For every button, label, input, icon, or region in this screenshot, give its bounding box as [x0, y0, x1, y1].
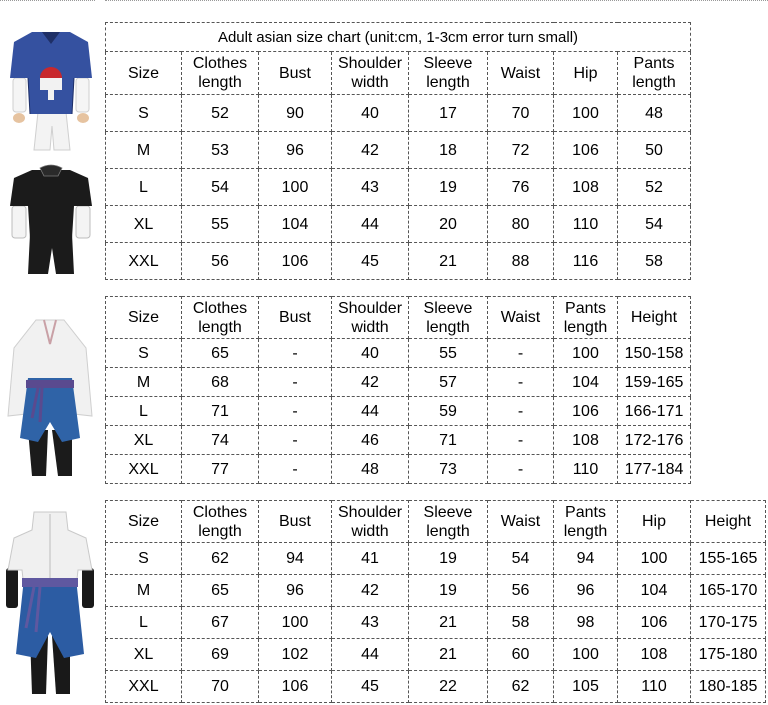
- table-row: [106, 169, 691, 206]
- size-cell: M: [106, 132, 182, 169]
- col-header-hip: Hip: [554, 52, 618, 95]
- value-cell: 56: [488, 575, 554, 607]
- value-cell: 96: [259, 132, 332, 169]
- value-cell: 42: [332, 575, 409, 607]
- value-cell: 41: [332, 543, 409, 575]
- value-cell: 55: [182, 206, 259, 243]
- size-cell: XL: [106, 206, 182, 243]
- value-cell: 60: [488, 639, 554, 671]
- value-cell: 45: [332, 671, 409, 703]
- table-row: [106, 132, 691, 169]
- size-cell: XL: [106, 639, 182, 671]
- value-cell: 104: [259, 206, 332, 243]
- value-cell: 69: [182, 639, 259, 671]
- size-cell: L: [106, 397, 182, 426]
- col-header-pants-length: Pants length: [554, 501, 618, 543]
- value-cell: -: [259, 368, 332, 397]
- value-cell: 104: [554, 368, 618, 397]
- value-cell: -: [488, 397, 554, 426]
- value-cell: 70: [488, 95, 554, 132]
- value-cell: 42: [332, 132, 409, 169]
- value-cell: 62: [488, 671, 554, 703]
- value-cell: 62: [182, 543, 259, 575]
- value-cell: 98: [554, 607, 618, 639]
- value-cell: 73: [409, 455, 488, 484]
- size-cell: XXL: [106, 671, 182, 703]
- size-chart-title: Adult asian size chart (unit:cm, 1-3cm error turn small): [106, 23, 691, 52]
- value-cell: 177-184: [618, 455, 691, 484]
- col-header-height: Height: [691, 501, 766, 543]
- value-cell: 77: [182, 455, 259, 484]
- value-cell: 54: [618, 206, 691, 243]
- value-cell: 76: [488, 169, 554, 206]
- table-row: [106, 575, 766, 607]
- value-cell: 106: [259, 671, 332, 703]
- table-header-row: [106, 52, 691, 95]
- value-cell: 58: [488, 607, 554, 639]
- value-cell: 108: [554, 169, 618, 206]
- value-cell: 100: [554, 95, 618, 132]
- col-header-pants-length: Pants length: [618, 52, 691, 95]
- value-cell: 21: [409, 607, 488, 639]
- value-cell: 22: [409, 671, 488, 703]
- table-row: [106, 397, 691, 426]
- size-chart-table-1: [105, 22, 691, 280]
- value-cell: 71: [182, 397, 259, 426]
- value-cell: -: [259, 426, 332, 455]
- col-header-waist: Waist: [488, 52, 554, 95]
- value-cell: 44: [332, 639, 409, 671]
- value-cell: 94: [554, 543, 618, 575]
- value-cell: 106: [554, 397, 618, 426]
- value-cell: 19: [409, 169, 488, 206]
- col-header-pants-length: Pants length: [554, 297, 618, 339]
- zip-jacket-costume-icon: [6, 508, 94, 698]
- col-header-waist: Waist: [488, 501, 554, 543]
- value-cell: -: [488, 426, 554, 455]
- value-cell: 150-158: [618, 339, 691, 368]
- value-cell: 74: [182, 426, 259, 455]
- col-header-size: Size: [106, 501, 182, 543]
- col-header-size: Size: [106, 297, 182, 339]
- value-cell: 21: [409, 243, 488, 280]
- value-cell: 57: [409, 368, 488, 397]
- top-gridline: [0, 0, 768, 4]
- value-cell: 106: [618, 607, 691, 639]
- value-cell: 19: [409, 575, 488, 607]
- zip-jacket-costume-photo: [6, 508, 94, 698]
- value-cell: 172-176: [618, 426, 691, 455]
- value-cell: 170-175: [691, 607, 766, 639]
- col-header-shoulder-width: Shoulder width: [332, 52, 409, 95]
- size-chart-table-3: [105, 500, 766, 703]
- value-cell: 67: [182, 607, 259, 639]
- value-cell: 165-170: [691, 575, 766, 607]
- value-cell: 20: [409, 206, 488, 243]
- size-cell: M: [106, 575, 182, 607]
- table-row: [106, 426, 691, 455]
- value-cell: 52: [618, 169, 691, 206]
- value-cell: 94: [259, 543, 332, 575]
- value-cell: 110: [554, 455, 618, 484]
- value-cell: 21: [409, 639, 488, 671]
- table-row: [106, 607, 766, 639]
- value-cell: 110: [618, 671, 691, 703]
- white-robe-costume-photo: [6, 318, 94, 480]
- col-header-clothes-length: Clothes length: [182, 501, 259, 543]
- value-cell: 70: [182, 671, 259, 703]
- value-cell: 58: [618, 243, 691, 280]
- value-cell: 110: [554, 206, 618, 243]
- col-header-waist: Waist: [488, 297, 554, 339]
- value-cell: 166-171: [618, 397, 691, 426]
- col-header-hip: Hip: [618, 501, 691, 543]
- value-cell: 108: [618, 639, 691, 671]
- black-shirt-costume-photo: [8, 164, 94, 284]
- value-cell: 116: [554, 243, 618, 280]
- value-cell: 106: [554, 132, 618, 169]
- value-cell: 71: [409, 426, 488, 455]
- table-row: [106, 455, 691, 484]
- white-robe-costume-icon: [6, 318, 94, 480]
- value-cell: 65: [182, 339, 259, 368]
- value-cell: -: [259, 339, 332, 368]
- value-cell: 102: [259, 639, 332, 671]
- value-cell: 175-180: [691, 639, 766, 671]
- blue-shirt-costume-icon: [8, 26, 94, 154]
- table-row: [106, 243, 691, 280]
- value-cell: 19: [409, 543, 488, 575]
- value-cell: 50: [618, 132, 691, 169]
- value-cell: 53: [182, 132, 259, 169]
- size-cell: S: [106, 95, 182, 132]
- value-cell: 96: [554, 575, 618, 607]
- size-chart-table-2: [105, 296, 691, 484]
- value-cell: 108: [554, 426, 618, 455]
- col-header-bust: Bust: [259, 297, 332, 339]
- value-cell: 100: [259, 607, 332, 639]
- size-cell: M: [106, 368, 182, 397]
- col-header-size: Size: [106, 52, 182, 95]
- value-cell: 55: [409, 339, 488, 368]
- value-cell: 44: [332, 206, 409, 243]
- value-cell: 54: [488, 543, 554, 575]
- value-cell: 48: [618, 95, 691, 132]
- value-cell: 90: [259, 95, 332, 132]
- value-cell: 40: [332, 95, 409, 132]
- col-header-sleeve-length: Sleeve length: [409, 52, 488, 95]
- table-header-row: [106, 501, 766, 543]
- value-cell: 80: [488, 206, 554, 243]
- value-cell: 65: [182, 575, 259, 607]
- table-row: [106, 95, 691, 132]
- value-cell: 17: [409, 95, 488, 132]
- value-cell: -: [259, 455, 332, 484]
- value-cell: 40: [332, 339, 409, 368]
- col-header-sleeve-length: Sleeve length: [409, 297, 488, 339]
- blue-shirt-costume-photo: [8, 26, 94, 154]
- value-cell: -: [259, 397, 332, 426]
- value-cell: 43: [332, 607, 409, 639]
- value-cell: 100: [554, 339, 618, 368]
- value-cell: 155-165: [691, 543, 766, 575]
- value-cell: 106: [259, 243, 332, 280]
- size-cell: XXL: [106, 243, 182, 280]
- value-cell: 88: [488, 243, 554, 280]
- value-cell: 46: [332, 426, 409, 455]
- value-cell: 52: [182, 95, 259, 132]
- size-cell: XL: [106, 426, 182, 455]
- value-cell: 105: [554, 671, 618, 703]
- value-cell: 54: [182, 169, 259, 206]
- table-header-row: [106, 297, 691, 339]
- value-cell: 43: [332, 169, 409, 206]
- value-cell: 100: [259, 169, 332, 206]
- size-cell: XXL: [106, 455, 182, 484]
- value-cell: 100: [554, 639, 618, 671]
- value-cell: 56: [182, 243, 259, 280]
- value-cell: 104: [618, 575, 691, 607]
- value-cell: 59: [409, 397, 488, 426]
- table-row: [106, 639, 766, 671]
- value-cell: 44: [332, 397, 409, 426]
- size-cell: L: [106, 169, 182, 206]
- value-cell: 42: [332, 368, 409, 397]
- col-header-clothes-length: Clothes length: [182, 297, 259, 339]
- col-header-shoulder-width: Shoulder width: [332, 297, 409, 339]
- col-header-height: Height: [618, 297, 691, 339]
- col-header-shoulder-width: Shoulder width: [332, 501, 409, 543]
- value-cell: -: [488, 368, 554, 397]
- value-cell: 45: [332, 243, 409, 280]
- value-cell: 96: [259, 575, 332, 607]
- size-cell: L: [106, 607, 182, 639]
- value-cell: 18: [409, 132, 488, 169]
- size-cell: S: [106, 543, 182, 575]
- col-header-bust: Bust: [259, 52, 332, 95]
- col-header-bust: Bust: [259, 501, 332, 543]
- col-header-clothes-length: Clothes length: [182, 52, 259, 95]
- table-row: [106, 339, 691, 368]
- value-cell: 180-185: [691, 671, 766, 703]
- black-shirt-costume-icon: [8, 164, 94, 284]
- table-row: [106, 368, 691, 397]
- value-cell: -: [488, 455, 554, 484]
- table-row: [106, 206, 691, 243]
- value-cell: 100: [618, 543, 691, 575]
- table-row: [106, 543, 766, 575]
- value-cell: -: [488, 339, 554, 368]
- value-cell: 68: [182, 368, 259, 397]
- table-row: [106, 671, 766, 703]
- value-cell: 48: [332, 455, 409, 484]
- value-cell: 159-165: [618, 368, 691, 397]
- size-cell: S: [106, 339, 182, 368]
- col-header-sleeve-length: Sleeve length: [409, 501, 488, 543]
- value-cell: 72: [488, 132, 554, 169]
